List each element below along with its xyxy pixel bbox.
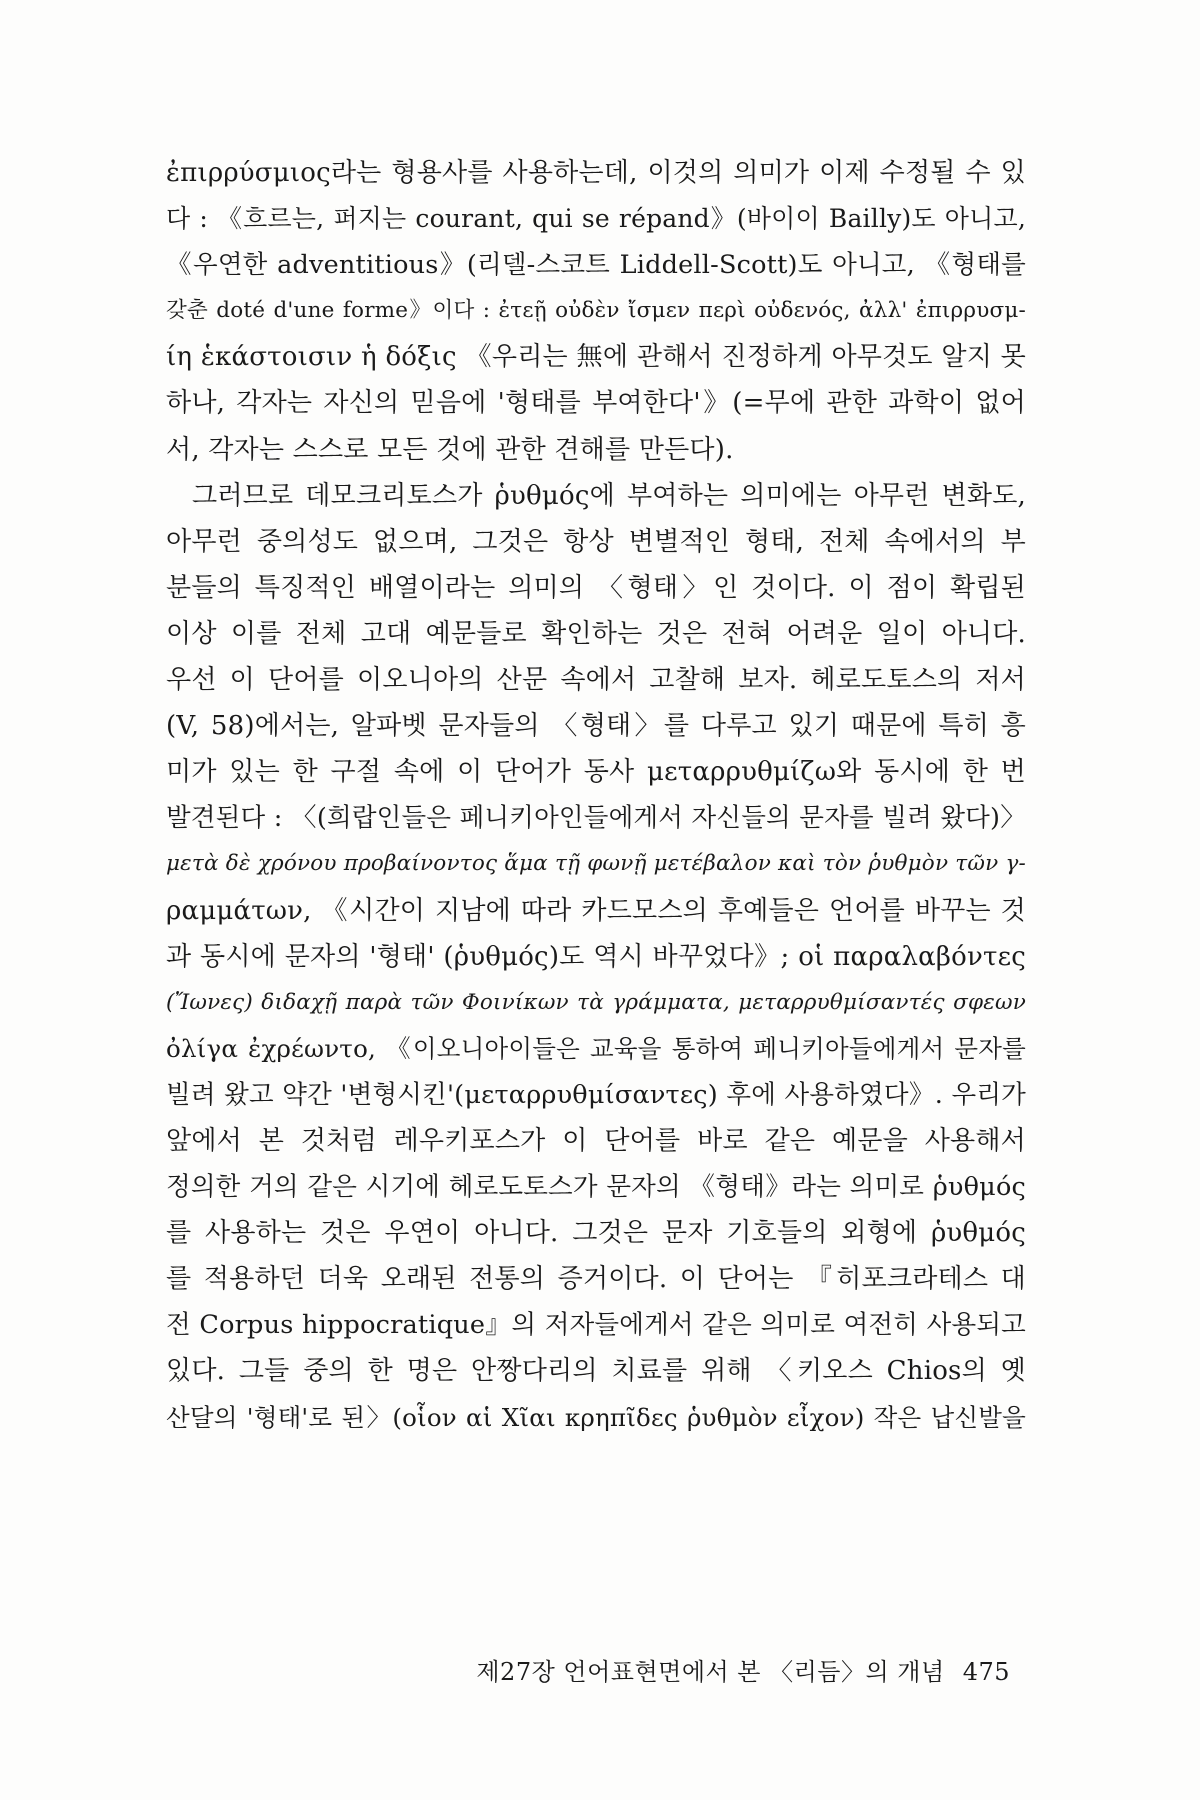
- text-line: 이상 이를 전체 고대 예문들로 확인하는 것은 전혀 어려운 일이 아니다.: [166, 618, 1026, 649]
- text-line: ὀλίγα ἐχρέωντο, 《이오니아이들은 교육을 통하여 페니키아들에게서 문자를: [166, 1033, 1026, 1063]
- text-line: 있다. 그들 중의 한 명은 안짱다리의 치료를 위해 〈키오스 Chios의 옛: [166, 1356, 1026, 1387]
- text-line: 정의한 거의 같은 시기에 헤로도토스가 문자의 《형태》라는 의미로 ῥυθμός: [166, 1172, 1026, 1203]
- page-footer: [0, 1652, 1010, 1687]
- text-line: 를 사용하는 것은 우연이 아니다. 그것은 문자 기호들의 외형에 ῥυθμός: [166, 1218, 1026, 1249]
- text-line: 그러므로 데모크리토스가 ῥυθμός에 부여하는 의미에는 아무런 변화도,: [192, 480, 1026, 511]
- text-line: 를 적용하던 더욱 오래된 전통의 증거이다. 이 단어는 『히포크라테스 대: [166, 1264, 1026, 1295]
- text-line: 하나, 각자는 자신의 믿음에 '형태를 부여한다'》(=무에 관한 과학이 없어: [166, 388, 1026, 419]
- text-line: 분들의 특징적인 배열이라는 의미의 〈형태〉인 것이다. 이 점이 확립된: [166, 572, 1026, 603]
- text-line: 과 동시에 문자의 '형태' (ῥυθμός)도 역시 바꾸었다》; οἱ παραλαβόντες: [166, 941, 1026, 972]
- body-text: [166, 150, 1026, 1441]
- text-line: ίη ἑκάστοισιν ἡ δόξις 《우리는 無에 관해서 진정하게 아무것도 알지 못: [166, 342, 1026, 373]
- text-line: 우선 이 단어를 이오니아의 산문 속에서 고찰해 보자. 헤로도토스의 저서: [166, 665, 1026, 696]
- text-line: 《우연한 adventitious》(리델-스코트 Liddell-Scott)도 아니고, 《형태를: [166, 250, 1026, 281]
- text-line: 전 Corpus hippocratique』의 저자들에게서 같은 의미로 여전히 사용되고: [166, 1310, 1026, 1341]
- text-line: μετὰ δὲ χρόνου προβαίνοντος ἅμα τῇ φωνῇ μετέβαλον καὶ τὸν ῥυθμὸν τῶν γ-: [166, 851, 1026, 877]
- text-line: ἐπιρρύσμιος라는 형용사를 사용하는데, 이것의 의미가 이제 수정될 수 있: [166, 158, 1026, 188]
- text-line: 발견된다 : 〈(희랍인들은 페니키아인들에게서 자신들의 문자를 빌려 왔다)〉: [166, 803, 1026, 834]
- text-line: (V, 58)에서는, 알파벳 문자들의 〈형태〉를 다루고 있기 때문에 특히 흥: [166, 711, 1026, 742]
- text-line: 앞에서 본 것처럼 레우키포스가 이 단어를 바로 같은 예문을 사용해서: [166, 1125, 1026, 1156]
- page-number: 475: [962, 1658, 1010, 1686]
- text-line: 아무런 중의성도 없으며, 그것은 항상 변별적인 형태, 전체 속에서의 부: [166, 526, 1026, 557]
- text-line: ραμμάτων, 《시간이 지남에 따라 카드모스의 후예들은 언어를 바꾸는 것: [166, 895, 1026, 926]
- text-line: 미가 있는 한 구절 속에 이 단어가 동사 μεταρρυθμίζω와 동시에 한 번: [166, 757, 1026, 788]
- text-line: 산달의 '형태'로 된〉(οἷον αἱ Χῖαι κρηπῖδες ῥυθμὸν εἶχον) 작은 납신발을: [166, 1402, 1026, 1432]
- text-line: 빌려 왔고 약간 '변형시킨'(μεταρρυθμίσαντες) 후에 사용하였다》. 우리가: [166, 1079, 1026, 1110]
- running-title: 제27장 언어표현면에서 본 〈리듬〉의 개념: [476, 1658, 945, 1686]
- text-line: 갖춘 doté d'une forme》이다 : ἐτεῇ οὐδὲν ἴσμεν περὶ οὐδενός, ἀλλ' ἐπιρρυσμ-: [166, 298, 1026, 324]
- text-line: (Ἴωνες) διδαχῇ παρὰ τῶν Φοινίκων τὰ γράμματα, μεταρρυθμίσαντές σφεων: [166, 989, 1026, 1015]
- text-line: 서, 각자는 스스로 모든 것에 관한 견해를 만든다).: [166, 434, 734, 465]
- text-line: 다 : 《흐르는, 퍼지는 courant, qui se répand》(바이이 Bailly)도 아니고,: [166, 204, 1026, 234]
